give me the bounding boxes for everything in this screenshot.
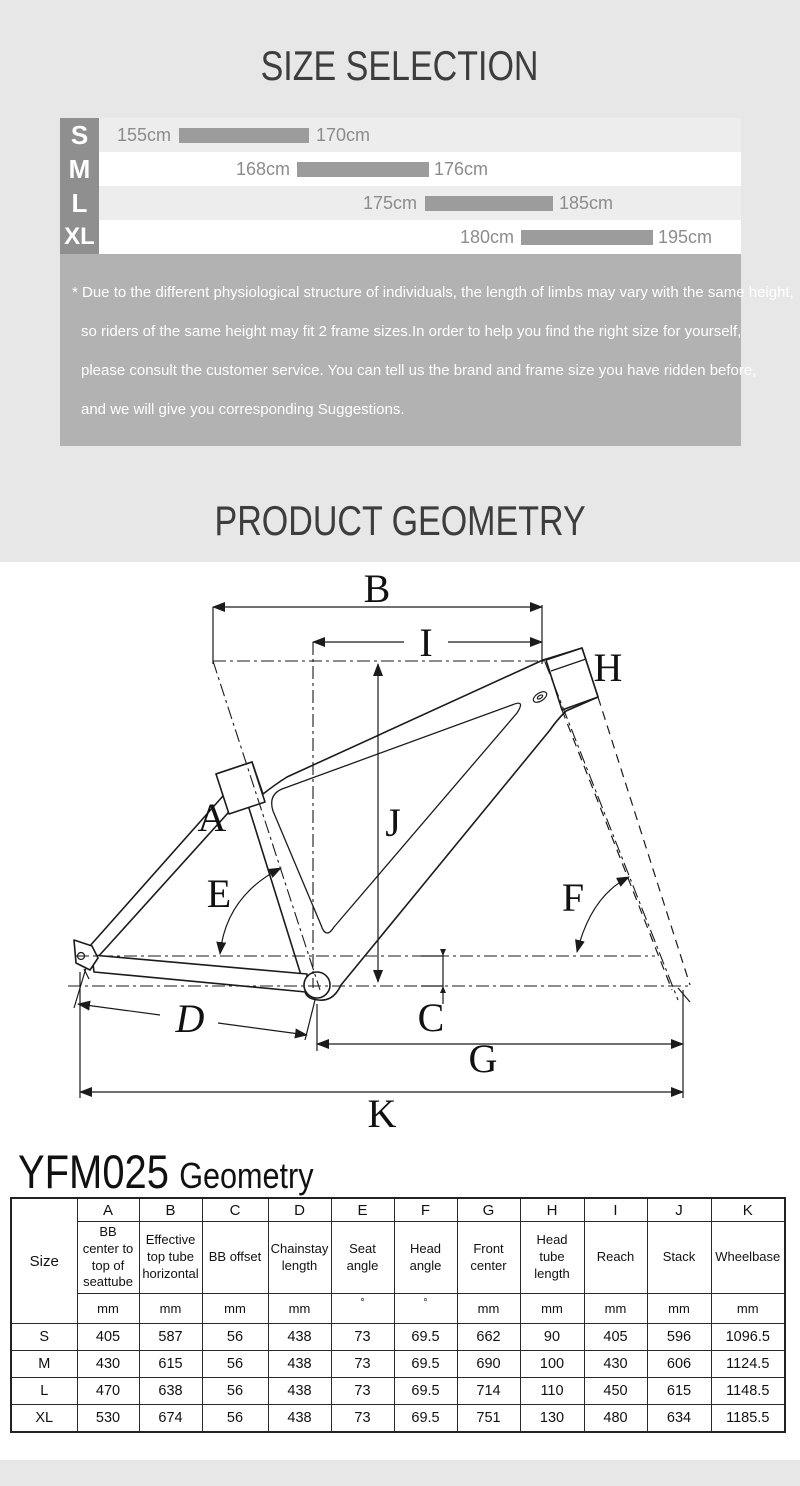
size-chart-rows xyxy=(99,118,741,254)
dim-D-line-right xyxy=(218,1023,307,1035)
col-letter-D: D xyxy=(268,1198,331,1222)
dim-F-arc xyxy=(577,877,629,952)
model-heading xyxy=(18,1144,314,1199)
col-letter-I: I xyxy=(584,1198,647,1222)
col-desc-B: Effective top tube horizontal xyxy=(139,1222,202,1294)
cell-value: 1096.5 xyxy=(711,1324,785,1351)
cell-value: 438 xyxy=(268,1405,331,1433)
dim-D-ext-right xyxy=(305,1000,315,1040)
height-range-bar xyxy=(297,162,429,177)
min-height-label: 168cm xyxy=(235,159,290,179)
cell-value: 615 xyxy=(647,1378,711,1405)
note-line-1: * Due to the different physiological structure of individuals, the length of limbs may vary with the same height, xyxy=(72,284,794,301)
col-letter-B: B xyxy=(139,1198,202,1222)
cell-value: 69.5 xyxy=(394,1351,457,1378)
label-E: E xyxy=(206,871,232,916)
note-line-3: please consult the customer service. You can tell us the brand and frame size you have ridden before, xyxy=(81,362,757,379)
cell-value: 480 xyxy=(584,1405,647,1433)
table-row-L xyxy=(11,1378,785,1405)
size-selection-title-text: SIZE SELECTION xyxy=(261,42,539,89)
height-range-row-xl xyxy=(99,220,741,254)
cell-value: 56 xyxy=(202,1378,268,1405)
label-D: D xyxy=(175,996,205,1041)
size-label-m: M xyxy=(68,153,91,184)
height-range-row-m xyxy=(99,152,741,186)
front-axle-tick xyxy=(678,988,690,1002)
col-unit-D: mm xyxy=(268,1294,331,1324)
fork-blade-right xyxy=(598,697,690,985)
height-range-bar xyxy=(521,230,653,245)
size-label-s: S xyxy=(70,119,89,150)
col-desc-E: Seat angle xyxy=(331,1222,394,1294)
col-unit-E: ° xyxy=(331,1294,394,1324)
size-note-panel xyxy=(60,254,794,446)
col-letter-G: G xyxy=(457,1198,520,1222)
label-I: I xyxy=(419,620,433,665)
col-desc-D: Chainstay length xyxy=(268,1222,331,1294)
row-size-label: L xyxy=(11,1378,77,1405)
label-F: F xyxy=(561,875,585,920)
col-desc-I: Reach xyxy=(584,1222,647,1294)
cell-value: 110 xyxy=(520,1378,584,1405)
steering-axis xyxy=(545,662,678,1000)
cell-value: 634 xyxy=(647,1405,711,1433)
size-selection-title xyxy=(0,42,800,90)
cell-value: 73 xyxy=(331,1405,394,1433)
label-G: G xyxy=(468,1036,498,1081)
cell-value: 690 xyxy=(457,1351,520,1378)
cell-value: 450 xyxy=(584,1378,647,1405)
col-desc-G: Front center xyxy=(457,1222,520,1294)
product-geometry-title-text: PRODUCT GEOMETRY xyxy=(214,497,586,544)
max-height-label: 185cm xyxy=(559,193,614,213)
cell-value: 662 xyxy=(457,1324,520,1351)
height-range-row-s xyxy=(99,118,741,152)
col-letter-E: E xyxy=(331,1198,394,1222)
table-corner-label: Size xyxy=(11,1198,77,1324)
cell-value: 470 xyxy=(77,1378,139,1405)
row-size-label: XL xyxy=(11,1405,77,1433)
col-letter-J: J xyxy=(647,1198,711,1222)
cell-value: 1148.5 xyxy=(711,1378,785,1405)
cell-value: 430 xyxy=(77,1351,139,1378)
table-desc-row xyxy=(11,1222,785,1294)
cell-value: 438 xyxy=(268,1351,331,1378)
col-unit-C: mm xyxy=(202,1294,268,1324)
row-size-label: S xyxy=(11,1324,77,1351)
max-height-label: 176cm xyxy=(434,159,489,179)
col-unit-A: mm xyxy=(77,1294,139,1324)
size-height-chart xyxy=(60,118,741,254)
col-letter-A: A xyxy=(77,1198,139,1222)
label-A: A xyxy=(197,795,227,840)
cell-value: 69.5 xyxy=(394,1405,457,1433)
label-J: J xyxy=(385,800,401,845)
product-geometry-title xyxy=(0,497,800,545)
height-range-bar xyxy=(179,128,309,143)
table-row-XL xyxy=(11,1405,785,1433)
table-row-M xyxy=(11,1351,785,1378)
cell-value: 438 xyxy=(268,1378,331,1405)
cell-value: 100 xyxy=(520,1351,584,1378)
cell-value: 596 xyxy=(647,1324,711,1351)
bottom-bracket xyxy=(304,972,330,998)
label-B: B xyxy=(363,566,391,611)
label-K: K xyxy=(367,1091,397,1136)
size-label-l: L xyxy=(71,187,88,218)
frame-geometry-diagram xyxy=(0,560,800,1140)
col-unit-I: mm xyxy=(584,1294,647,1324)
height-range-row-l xyxy=(99,186,741,220)
cell-value: 90 xyxy=(520,1324,584,1351)
label-H: H xyxy=(593,645,623,690)
cell-value: 73 xyxy=(331,1324,394,1351)
row-size-label: M xyxy=(11,1351,77,1378)
min-height-label: 155cm xyxy=(116,125,171,145)
size-chart-sidebar xyxy=(60,118,99,254)
max-height-label: 170cm xyxy=(316,125,371,145)
col-unit-B: mm xyxy=(139,1294,202,1324)
note-line-2: so riders of the same height may fit 2 frame sizes.In order to help you find the right size for yourself, xyxy=(81,323,742,340)
cell-value: 56 xyxy=(202,1324,268,1351)
cell-value: 714 xyxy=(457,1378,520,1405)
cell-value: 1185.5 xyxy=(711,1405,785,1433)
col-desc-C: BB offset xyxy=(202,1222,268,1294)
cell-value: 56 xyxy=(202,1405,268,1433)
bike-frame-drawing xyxy=(74,648,598,1000)
cell-value: 405 xyxy=(584,1324,647,1351)
geometry-table xyxy=(10,1197,786,1433)
col-unit-G: mm xyxy=(457,1294,520,1324)
table-letter-row xyxy=(11,1198,785,1222)
table-unit-row xyxy=(11,1294,785,1324)
dim-D-line-left xyxy=(78,1004,160,1015)
col-desc-K: Wheelbase xyxy=(711,1222,785,1294)
model-name: YFM025 xyxy=(18,1145,169,1198)
cell-value: 606 xyxy=(647,1351,711,1378)
col-letter-K: K xyxy=(711,1198,785,1222)
cell-value: 638 xyxy=(139,1378,202,1405)
cell-value: 751 xyxy=(457,1405,520,1433)
cell-value: 130 xyxy=(520,1405,584,1433)
cell-value: 530 xyxy=(77,1405,139,1433)
col-letter-C: C xyxy=(202,1198,268,1222)
col-unit-J: mm xyxy=(647,1294,711,1324)
cell-value: 73 xyxy=(331,1351,394,1378)
size-label-xl: XL xyxy=(64,223,95,250)
cell-value: 69.5 xyxy=(394,1378,457,1405)
table-row-S xyxy=(11,1324,785,1351)
cell-value: 73 xyxy=(331,1378,394,1405)
cell-value: 587 xyxy=(139,1324,202,1351)
col-desc-H: Head tube length xyxy=(520,1222,584,1294)
col-unit-H: mm xyxy=(520,1294,584,1324)
model-subtitle: Geometry xyxy=(179,1155,314,1196)
col-desc-F: Head angle xyxy=(394,1222,457,1294)
note-line-4: and we will give you corresponding Suggestions. xyxy=(81,401,405,418)
cell-value: 430 xyxy=(584,1351,647,1378)
label-C: C xyxy=(417,995,445,1040)
height-range-bar xyxy=(425,196,553,211)
cell-value: 1124.5 xyxy=(711,1351,785,1378)
col-letter-H: H xyxy=(520,1198,584,1222)
min-height-label: 175cm xyxy=(362,193,417,213)
bottom-gray-band xyxy=(0,1460,800,1486)
cell-value: 615 xyxy=(139,1351,202,1378)
max-height-label: 195cm xyxy=(658,227,713,247)
cell-value: 674 xyxy=(139,1405,202,1433)
col-desc-J: Stack xyxy=(647,1222,711,1294)
col-unit-F: ° xyxy=(394,1294,457,1324)
cell-value: 56 xyxy=(202,1351,268,1378)
cell-value: 438 xyxy=(268,1324,331,1351)
col-letter-F: F xyxy=(394,1198,457,1222)
col-desc-A: BB center to top of seattube xyxy=(77,1222,139,1294)
cell-value: 69.5 xyxy=(394,1324,457,1351)
cell-value: 405 xyxy=(77,1324,139,1351)
col-unit-K: mm xyxy=(711,1294,785,1324)
min-height-label: 180cm xyxy=(459,227,514,247)
